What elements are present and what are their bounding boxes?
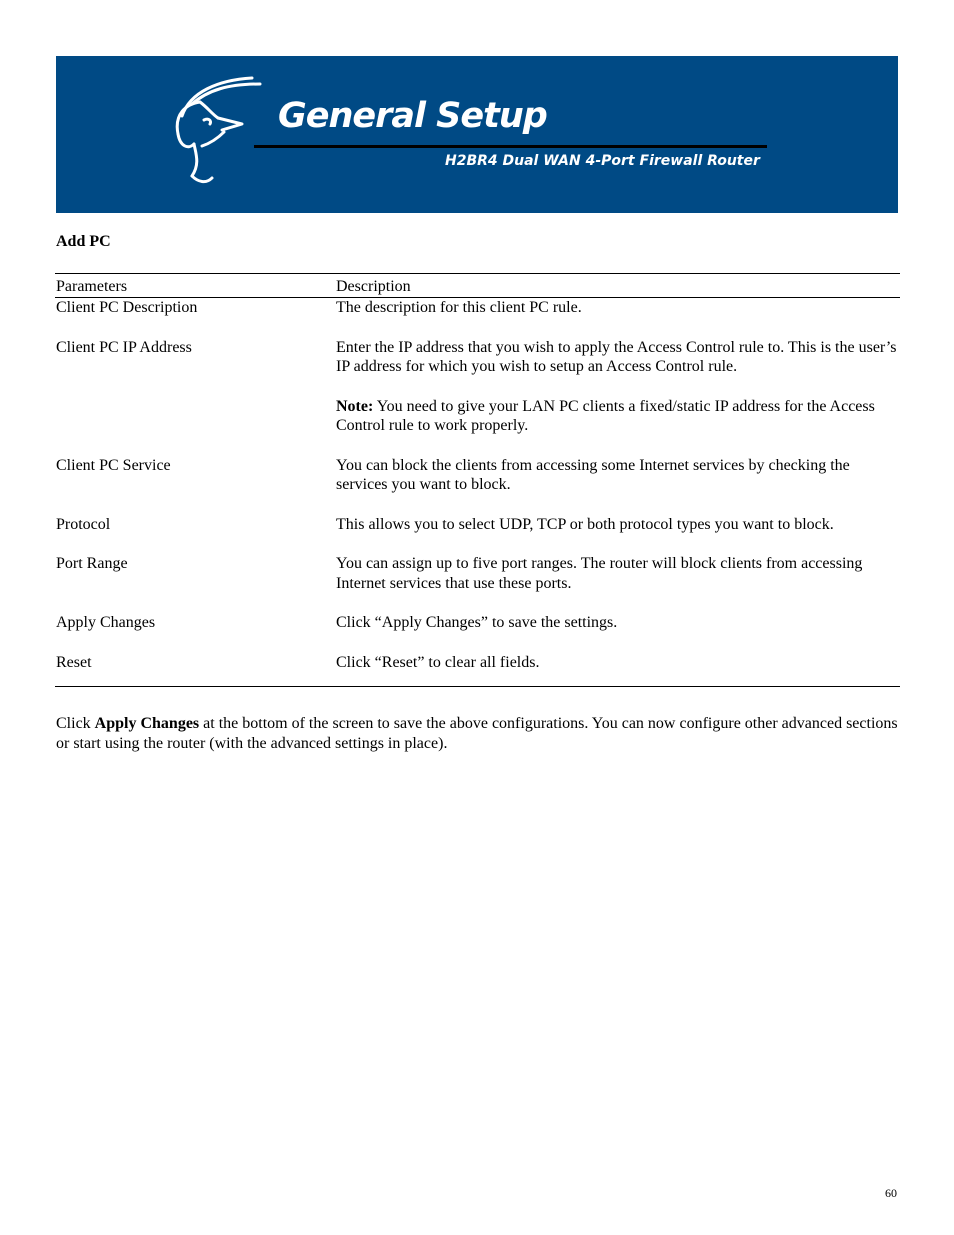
row-parameter: Port Range bbox=[56, 555, 128, 572]
table-row bbox=[55, 456, 900, 495]
note-body: You need to give your LAN PC clients a fixed/static IP address for the Access Control rule to work properly. bbox=[336, 397, 875, 434]
parameters-table bbox=[55, 273, 900, 687]
description-text: This allows you to select UDP, TCP or both protocol types you want to block. bbox=[336, 515, 834, 533]
description-text: Click “Apply Changes” to save the settings. bbox=[336, 614, 618, 631]
description-text: You can assign up to five port ranges. The router will block clients from accessing Internet services that use these ports. bbox=[336, 555, 863, 592]
row-parameter: Apply Changes bbox=[56, 614, 156, 631]
row-parameter: Client PC Service bbox=[56, 456, 171, 474]
row-description bbox=[336, 554, 900, 593]
footer-suffix: at the bottom of the screen to save the above configurations. You can now configure other advanced sections or start using the router (with the advanced settings in place). bbox=[56, 715, 898, 752]
row-description bbox=[336, 613, 900, 633]
row-description bbox=[336, 338, 900, 436]
row-description bbox=[336, 456, 900, 495]
footer-paragraph bbox=[56, 714, 898, 754]
table-row bbox=[55, 515, 900, 535]
description-text: The description for this client PC rule. bbox=[336, 299, 582, 316]
row-parameter: Client PC IP Address bbox=[56, 338, 192, 356]
header-banner bbox=[56, 56, 898, 213]
banner-subtitle: H2BR4 Dual WAN 4-Port Firewall Router bbox=[445, 153, 760, 169]
table-row bbox=[55, 653, 900, 673]
banner-title: General Setup bbox=[278, 96, 547, 136]
row-description bbox=[336, 515, 900, 535]
table-row bbox=[55, 554, 900, 593]
section-heading: Add PC bbox=[56, 233, 111, 250]
header-description: Description bbox=[336, 277, 411, 295]
row-parameter: Protocol bbox=[56, 515, 111, 533]
table-row bbox=[55, 613, 900, 633]
note-label: Note: bbox=[336, 397, 374, 415]
table-body bbox=[55, 298, 900, 672]
footer-prefix: Click bbox=[56, 715, 95, 732]
header-parameters: Parameters bbox=[56, 277, 128, 295]
description-text: Click “Reset” to clear all fields. bbox=[336, 653, 540, 671]
footer-bold: Apply Changes bbox=[94, 715, 200, 732]
table-header bbox=[55, 274, 900, 298]
description-text: You can block the clients from accessing some Internet services by checking the services you want to block. bbox=[336, 456, 850, 493]
page-number: 60 bbox=[885, 1186, 897, 1200]
row-description bbox=[336, 298, 900, 318]
note-text bbox=[336, 397, 900, 436]
table-row bbox=[55, 338, 900, 436]
table-row bbox=[55, 298, 900, 318]
description-text: Enter the IP address that you wish to apply the Access Control rule to. This is the user’s IP address for which you wish to setup an Access Control rule. bbox=[336, 338, 897, 375]
eagle-head-icon bbox=[168, 74, 264, 188]
banner-divider bbox=[254, 145, 767, 148]
row-parameter: Reset bbox=[56, 653, 92, 671]
row-parameter: Client PC Description bbox=[56, 299, 198, 316]
row-description bbox=[336, 653, 900, 673]
